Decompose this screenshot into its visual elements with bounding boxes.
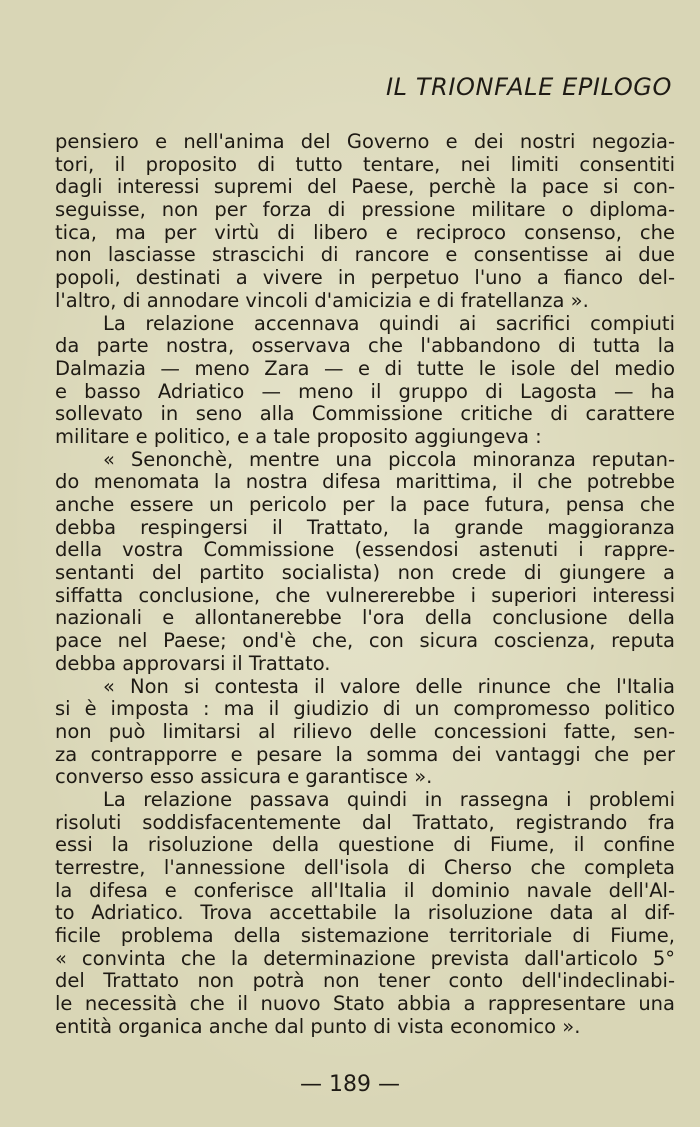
text-line: terrestre, l'annessione dell'isola di Cherso che completa (55, 856, 675, 879)
text-line: do menomata la nostra difesa marittima, il che potrebbe (55, 470, 675, 494)
text-line: tica, ma per virtù di libero e reciproco consenso, che (55, 220, 675, 244)
text-line: debba respingersi il Trattato, la grande maggioranza (55, 515, 675, 539)
page-number: — 189 — (300, 1072, 400, 1097)
text-line: entità organica anche dal punto di vista economico ». (55, 1014, 581, 1038)
text-line: della vostra Commissione (essendosi astenuti i rappre- (55, 538, 675, 562)
text-line: l'altro, di annodare vincoli d'amicizia e di fratellanza ». (55, 288, 589, 312)
text-line: del Trattato non potrà non tener conto dell'indeclinabi- (55, 969, 675, 993)
text-line: sollevato in seno alla Commissione critiche di carattere (55, 402, 675, 426)
text-line: La relazione accennava quindi ai sacrifici compiuti (103, 311, 675, 335)
text-line: da parte nostra, osservava che l'abbandono di tutta la (55, 334, 675, 358)
text-line: le necessità che il nuovo Stato abbia a rappresentare una (55, 992, 675, 1016)
text-line: sentanti del partito socialista) non crede di giungere a (55, 561, 675, 585)
text-line: anche essere un pericolo per la pace futura, pensa che (55, 493, 675, 516)
text-line: popoli, destinati a vivere in perpetuo l'uno a fianco del- (55, 266, 675, 290)
text-line: La relazione passava quindi in rassegna i problemi (103, 787, 675, 811)
text-line: za contrapporre e pesare la somma dei vantaggi che per (55, 742, 675, 766)
body-text (55, 131, 675, 1039)
text-line: e basso Adriatico — meno il gruppo di Lagosta — ha (55, 379, 675, 403)
text-line: seguisse, non per forza di pressione militare o diploma- (55, 198, 675, 222)
text-line: debba approvarsi il Trattato. (55, 651, 331, 675)
text-line: Dalmazia — meno Zara — e di tutte le isole del medio (55, 356, 675, 380)
text-line: non lasciasse strascichi di rancore e consentisse ai due (55, 243, 675, 267)
text-line: to Adriatico. Trova accettabile la risoluzione data al dif- (55, 901, 675, 925)
text-line: nazionali e allontanerebbe l'ora della conclusione della (55, 606, 675, 630)
text-line: militare e politico, e a tale proposito aggiungeva : (55, 424, 542, 448)
text-line: dagli interessi supremi del Paese, perchè la pace si con- (55, 175, 675, 199)
text-line: essi la risoluzione della questione di Fiume, il confine (55, 833, 675, 857)
running-head: IL TRIONFALE EPILOGO (385, 73, 672, 101)
text-line: converso esso assicura e garantisce ». (55, 765, 433, 789)
text-line: ficile problema della sistemazione territoriale di Fiume, (55, 924, 675, 948)
text-line: pace nel Paese; ond'è che, con sicura coscienza, reputa (55, 629, 675, 653)
text-line: « Senonchè, mentre una piccola minoranza reputan- (103, 447, 675, 471)
text-line: pensiero e nell'anima del Governo e dei nostri negozia- (55, 130, 675, 153)
text-line: non può limitarsi al rilievo delle concessioni fatte, sen- (55, 719, 675, 743)
text-line: siffatta conclusione, che vulnererebbe i superiori interessi (55, 583, 675, 607)
text-line: « convinta che la determinazione prevista dall'articolo 5° (55, 946, 675, 970)
text-line: « Non si contesta il valore delle rinunce che l'Italia (103, 674, 675, 698)
text-line: risoluti soddisfacentemente dal Trattato, registrando fra (55, 810, 675, 834)
text-line: la difesa e conferisce all'Italia il dominio navale dell'Al- (55, 878, 675, 902)
text-line: si è imposta : ma il giudizio di un compromesso politico (55, 697, 675, 721)
text-line: tori, il proposito di tutto tentare, nei limiti consentiti (55, 152, 675, 176)
